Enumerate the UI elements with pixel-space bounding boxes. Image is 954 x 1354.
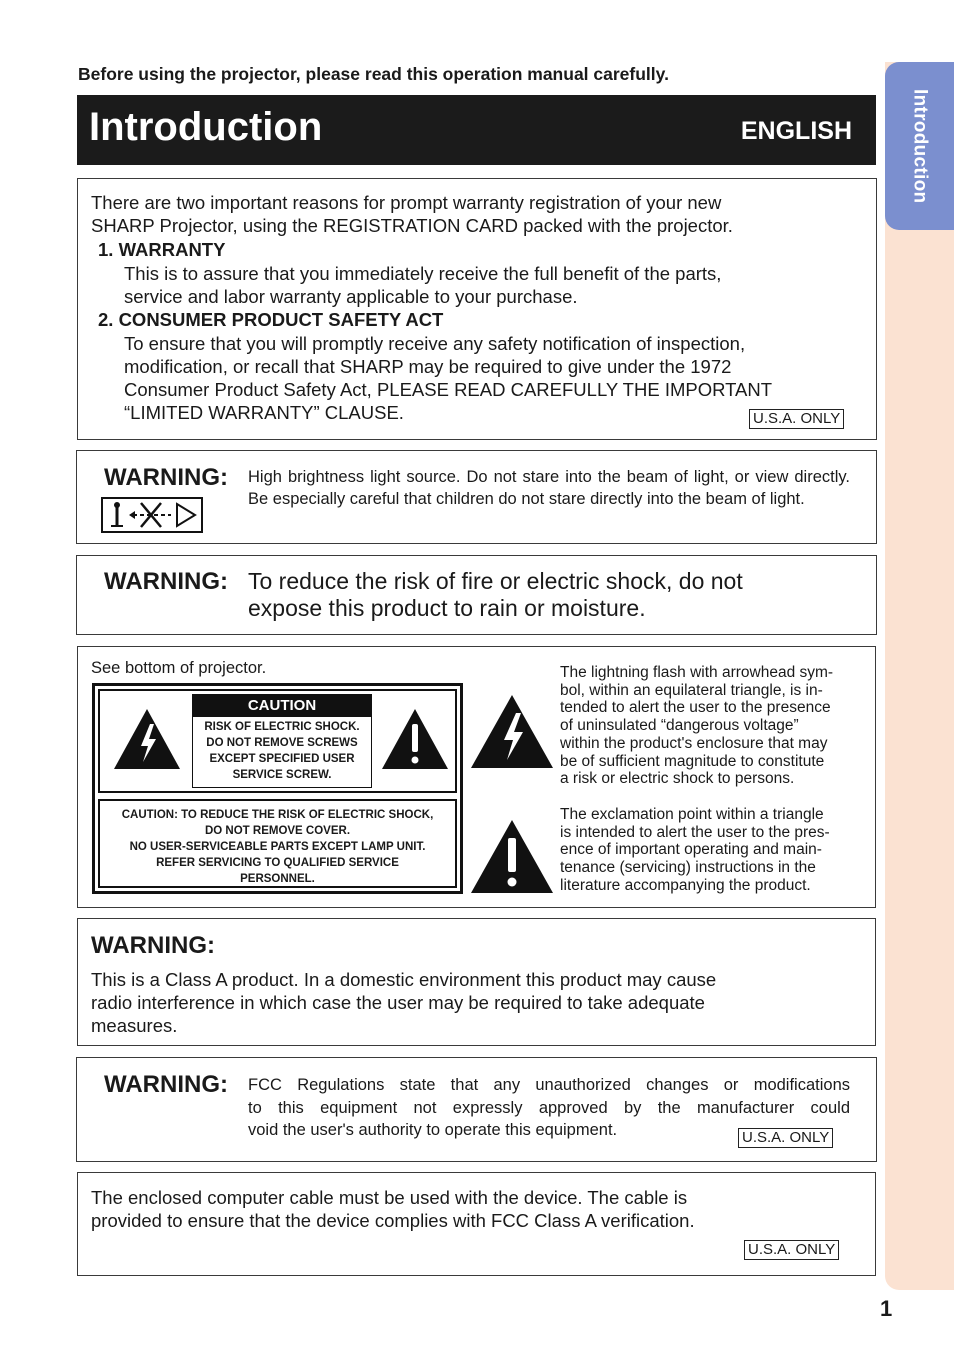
text-line: CAUTION: TO REDUCE THE RISK OF ELECTRIC SHOCK, — [121, 809, 434, 821]
fire-warning-box — [76, 555, 877, 635]
exclamation-triangle-icon — [382, 709, 448, 774]
text-line: of uninsulated “dangerous voltage” — [560, 717, 799, 735]
text-line: The enclosed computer cable must be used with the device. The cable is — [91, 1187, 688, 1208]
text-line: a risk or electric shock to persons. — [560, 770, 795, 788]
text-line: Consumer Product Safety Act, PLEASE READ CAREFULLY THE IMPORTANT — [124, 379, 773, 400]
text-line: void the user's authority to operate this equipment. — [248, 1121, 618, 1139]
warning-label: WARNING: — [104, 568, 228, 595]
light-warning-text: High brightness light source. Do not stare into the beam of light, or view directly. Be especially careful that children do not stare directly into the beam of light. — [248, 468, 850, 508]
exclamation-explanation — [560, 806, 830, 895]
text-line: SHARP Projector, using the REGISTRATION CARD packed with the projector. — [91, 215, 733, 236]
text-line: PERSONNEL. — [240, 873, 315, 885]
text-line: EXCEPT SPECIFIED USER — [209, 753, 355, 765]
text-line: The lightning flash with arrowhead sym- — [560, 664, 834, 681]
warning-label: WARNING: — [104, 464, 228, 491]
text-line: NO USER-SERVICEABLE PARTS EXCEPT LAMP UNIT. — [129, 841, 426, 853]
caution-label-upper — [98, 689, 457, 793]
text-line: SERVICE SCREW. — [232, 769, 332, 781]
top-notice: Before using the projector, please read this operation manual carefully. — [78, 64, 669, 84]
page-number: 1 — [880, 1296, 893, 1321]
class-a-warning-text — [91, 968, 716, 1037]
lightning-triangle-icon — [114, 709, 180, 774]
caution-center-text — [193, 719, 371, 783]
light-warning-box — [76, 450, 877, 544]
caution-lower-text — [100, 807, 455, 887]
text-line: be of sufficient magnitude to constitute — [560, 752, 825, 770]
usa-only-badge: U.S.A. ONLY — [749, 409, 844, 429]
caution-label-center — [192, 694, 372, 788]
text-line: The exclamation point within a triangle — [560, 806, 824, 823]
lightning-triangle-icon — [471, 695, 553, 773]
text-line: tenance (servicing) instructions in the — [560, 859, 816, 877]
text-line: ence of important operating and main- — [560, 841, 822, 859]
header-bar — [77, 95, 876, 165]
text-line: To reduce the risk of fire or electric shock, do not — [248, 568, 743, 594]
text-line: There are two important reasons for prompt warranty registration of your new — [91, 192, 722, 213]
exclamation-triangle-icon — [471, 820, 553, 898]
cable-notice-text — [91, 1186, 695, 1232]
text-line: This is to assure that you immediately receive the full benefit of the parts, — [124, 263, 722, 284]
text-line: REFER SERVICING TO QUALIFIED SERVICE — [156, 857, 399, 869]
side-tab-label: Introduction — [909, 88, 931, 204]
safety-act-text — [124, 332, 772, 424]
caution-panel-box — [77, 646, 876, 908]
warranty-heading: 1. WARRANTY — [98, 239, 226, 260]
registration-intro — [91, 191, 733, 237]
page-title: Introduction — [89, 105, 323, 149]
text-line: bol, within an equilateral triangle, is in- — [560, 681, 823, 699]
fire-warning-text — [248, 568, 743, 622]
caution-label-frame — [92, 683, 463, 894]
text-line: modification, or recall that SHARP may be required to give under the 1972 — [124, 356, 732, 377]
class-a-warning-box — [77, 918, 876, 1046]
text-line: This is a Class A product. In a domestic environment this product may cause — [91, 969, 717, 990]
language-label: ENGLISH — [740, 117, 852, 145]
text-line: FCC Regulations state that any unauthorized changes or modifications — [248, 1076, 850, 1094]
text-line: To ensure that you will promptly receive any safety notification of inspection, — [124, 333, 746, 354]
text-line: DO NOT REMOVE COVER. — [204, 825, 351, 837]
safety-act-heading: 2. CONSUMER PRODUCT SAFETY ACT — [98, 309, 444, 330]
text-line: RISK OF ELECTRIC SHOCK. — [204, 721, 360, 733]
text-line: DO NOT REMOVE SCREWS — [206, 737, 358, 749]
lightning-explanation — [560, 664, 833, 788]
usa-only-badge: U.S.A. ONLY — [744, 1240, 839, 1260]
usa-only-badge: U.S.A. ONLY — [738, 1128, 833, 1148]
registration-box — [77, 178, 877, 440]
cable-notice-box — [77, 1172, 876, 1276]
text-line: radio interference in which case the user may be required to take adequate — [91, 992, 705, 1013]
fcc-warning-box — [76, 1057, 877, 1162]
see-bottom-text: See bottom of projector. — [91, 659, 267, 677]
text-line: provided to ensure that the device complies with FCC Class A verification. — [91, 1210, 695, 1231]
text-line: “LIMITED WARRANTY” CLAUSE. — [124, 402, 404, 423]
caution-label-lower — [98, 799, 457, 888]
warning-label: WARNING: — [104, 1071, 228, 1098]
warning-label: WARNING: — [91, 932, 215, 959]
text-line: is intended to alert the user to the pres- — [560, 823, 830, 841]
text-line: literature accompanying the product. — [560, 876, 811, 894]
text-line: within the product's enclosure that may — [560, 734, 828, 752]
side-tab-label-wrap — [885, 62, 954, 230]
text-line: tended to alert the user to the presence — [560, 699, 831, 717]
do-not-stare-into-beam-icon — [101, 497, 203, 538]
text-line: measures. — [91, 1015, 178, 1036]
text-line: service and labor warranty applicable to your purchase. — [124, 286, 578, 307]
text-line: to this equipment not expressly approved by the manufacturer could — [248, 1098, 850, 1117]
side-strip — [885, 62, 954, 1290]
caution-header: CAUTION — [193, 695, 371, 717]
warranty-text — [124, 262, 721, 308]
text-line: expose this product to rain or moisture. — [248, 595, 646, 621]
